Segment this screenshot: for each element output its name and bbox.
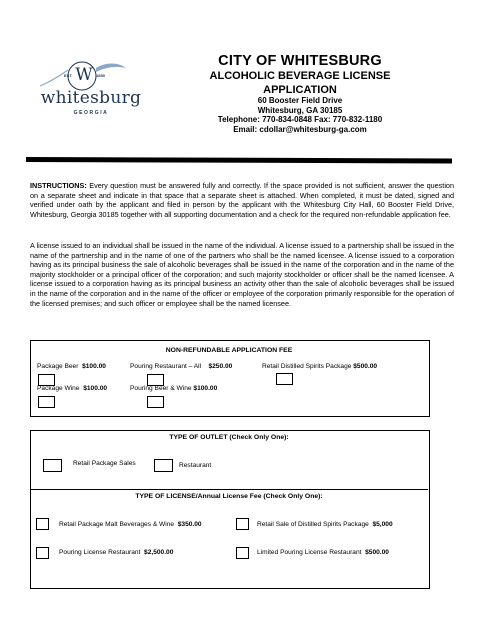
checkbox-pouring-license-restaurant[interactable] — [36, 547, 49, 559]
license-option-label: Limited Pouring License Restaurant — [257, 549, 362, 556]
fee-option-package-beer — [37, 363, 106, 370]
checkbox-retail-distilled-spirits[interactable] — [276, 373, 293, 385]
license-option-limited-pouring — [257, 549, 389, 556]
city-title: CITY OF WHITESBURG — [218, 53, 382, 69]
fee-option-label: Pouring Restaurant – All — [130, 363, 202, 370]
checkbox-package-wine[interactable] — [38, 396, 55, 408]
fee-option-price: $250.00 — [208, 363, 233, 370]
email-line: Email: cdollar@whitesburg-ga.com — [233, 125, 367, 134]
fee-option-price: $500.00 — [353, 363, 378, 370]
licensee-rules-paragraph: A license issued to an individual shall be issued in the name of the individual. A license issued to a partnership shall be issued in the name of the partnership and in the name of one of the partners who shall be the named licensee. A license issued to a corporation having as its principal business the sale of alcoholic beverages shall be issued in the name of the corporation and in the name of the majority stockholder or a principal officer of the corporation; and such majority stockholder or officer shall be the named licensee. A license issued to a corporation having as its principal business an activity other than the sale of alcoholic beverages shall be issued in the name of the corporation and in the name of the officer or employee of the corporation primarily responsible for the operation of the licensed premises; and such officer or employee shall be the named licensee. — [30, 241, 454, 308]
fee-section-title: NON-REFUNDABLE APPLICATION FEE — [165, 347, 293, 354]
outlet-option-retail-package-sales: Retail Package Sales — [73, 460, 136, 467]
logo-letter: W — [75, 65, 93, 85]
logo-est-label: EST. — [64, 73, 73, 78]
license-option-label: Retail Package Malt Beverages & Wine — [59, 521, 175, 528]
fee-option-label: Pouring Beer & Wine — [130, 385, 192, 392]
fee-option-label: Retail Distilled Spirits Package — [262, 363, 352, 370]
fee-option-price: $100.00 — [193, 385, 218, 392]
address-line2: Whitesburg, GA 30185 — [257, 106, 343, 115]
form-title-line2: APPLICATION — [263, 84, 337, 96]
logo-state: GEORGIA — [73, 110, 109, 116]
license-section-title: TYPE OF LICENSE/Annual License Fee (Check Only One): — [135, 493, 323, 500]
license-option-price: $2,500.00 — [144, 549, 174, 556]
checkbox-retail-package-sales[interactable] — [43, 459, 62, 472]
license-option-label: Retail Sale of Distilled Spirits Package — [257, 521, 369, 528]
header-divider-rule — [26, 157, 452, 163]
fee-option-pouring-beer-wine — [130, 385, 217, 392]
address-line1: 60 Booster Field Drive — [257, 96, 343, 105]
license-option-price: $500.00 — [365, 549, 389, 556]
instructions-text: Every question must be answered fully and correctly. If the space provided is not sufficient, answer the question on a separate sheet and indicate in that space that a separate sheet is attached. When completed, it must be dated, signed and verified under oath by the applicant and filed in person by the applicant with the Whitesburg City Hall, 60 Booster Field Drive, Whitesburg, Georgia 30185 together with all supporting documentation and a check for the required non-refundable application fee. — [30, 181, 454, 219]
license-option-label: Pouring License Restaurant — [59, 549, 141, 556]
instructions-label: INSTRUCTIONS: — [30, 181, 87, 190]
license-option-retail-distilled-spirits — [257, 521, 393, 528]
fee-option-pouring-restaurant-all — [130, 363, 232, 370]
outlet-license-section-box — [30, 430, 430, 589]
section-divider — [30, 489, 428, 490]
instructions-paragraph — [30, 181, 454, 219]
fee-option-price: $100.00 — [83, 385, 108, 392]
outlet-option-restaurant: Restaurant — [179, 462, 212, 469]
logo-wordmark: whitesburg — [40, 88, 142, 108]
fee-option-retail-distilled-spirits — [262, 363, 377, 370]
fee-option-label: Package Beer — [37, 363, 79, 370]
logo-est-year: 1859 — [96, 73, 105, 78]
fee-option-label: Package Wine — [37, 385, 80, 392]
checkbox-limited-pouring-license[interactable] — [236, 547, 249, 559]
license-option-price: $350.00 — [177, 521, 202, 528]
fee-option-package-wine — [37, 385, 107, 392]
outlet-section-title: TYPE OF OUTLET (Check Only One): — [169, 434, 289, 441]
fee-option-price: $100.00 — [82, 363, 106, 370]
checkbox-restaurant[interactable] — [154, 459, 173, 472]
checkbox-pouring-beer-wine[interactable] — [147, 396, 164, 408]
license-option-price: $5,000 — [372, 521, 393, 528]
phone-line: Telephone: 770-834-0848 Fax: 770-832-1180 — [217, 115, 383, 124]
license-option-retail-package-malt — [59, 521, 202, 528]
checkbox-retail-distilled-spirits-package[interactable] — [236, 518, 249, 530]
checkbox-retail-package-malt[interactable] — [36, 518, 49, 530]
license-option-pouring-restaurant — [59, 549, 173, 556]
form-title-line1: ALCOHOLIC BEVERAGE LICENSE — [209, 70, 391, 82]
